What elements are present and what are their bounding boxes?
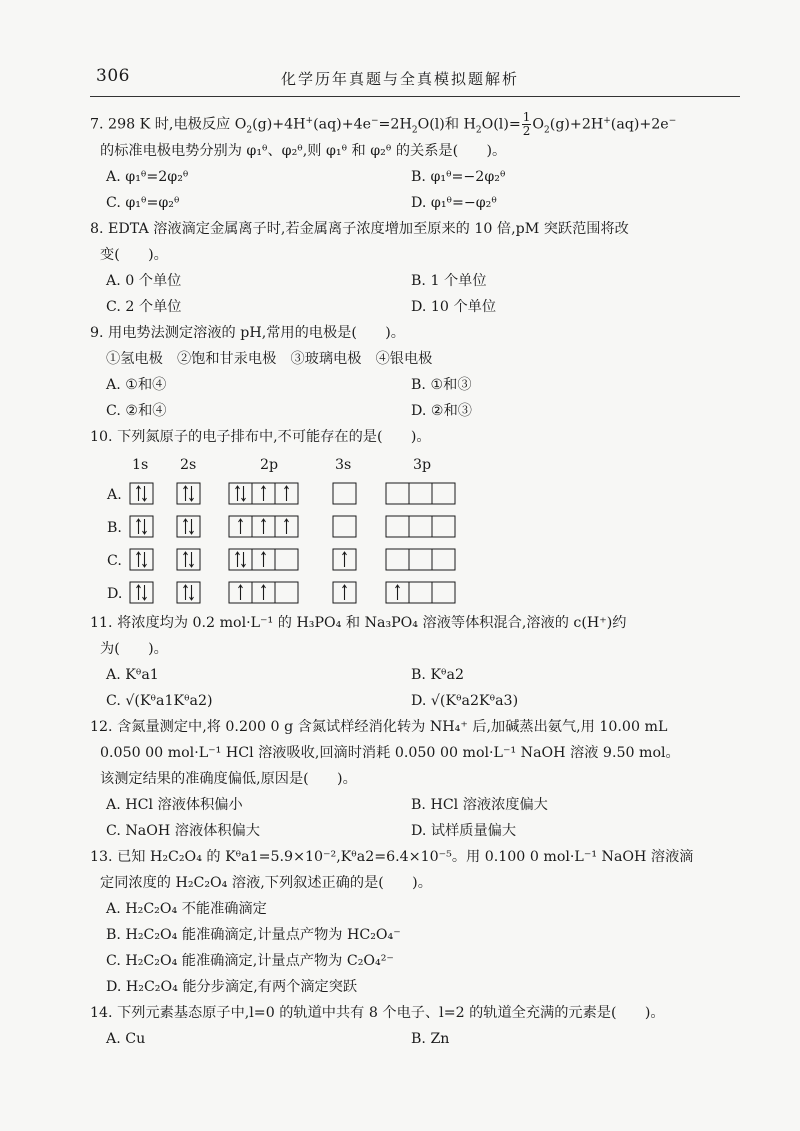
orbital-box-3s — [333, 483, 356, 504]
orbital-boxes — [90, 478, 470, 511]
spin-up-arrow — [137, 552, 141, 567]
option-a[interactable]: A. 0 个单位 — [106, 273, 182, 289]
orbital-headers — [90, 452, 740, 478]
question-14-options — [90, 1026, 740, 1052]
question-10 — [90, 424, 740, 610]
orbital-box-3p-3 — [432, 582, 455, 603]
option-b[interactable]: B. ①和③ — [411, 377, 472, 393]
question-13-options — [90, 896, 740, 1000]
orbital-box-2s — [177, 582, 200, 603]
spin-down-arrow — [190, 552, 194, 567]
spin-down-arrow — [143, 552, 147, 567]
option-b[interactable]: B. Zn — [411, 1031, 450, 1047]
spin-down-arrow — [143, 585, 147, 600]
option-d[interactable]: D. ②和③ — [411, 403, 472, 419]
question-13 — [90, 844, 740, 1000]
orbital-row-label[interactable]: C. — [107, 553, 122, 569]
option-b[interactable]: B. Kᶿa2 — [411, 667, 464, 683]
orbital-box-3p-3 — [432, 549, 455, 570]
option-a[interactable]: A. HCl 溶液体积偏小 — [106, 797, 243, 813]
question-12-stem-cont-2: 该测定结果的准确度偏低,原因是( )。 — [100, 771, 357, 787]
orbital-header-3p: 3p — [413, 457, 432, 473]
page-number: 306 — [96, 66, 130, 86]
spin-up-arrow — [239, 585, 243, 600]
option-a[interactable]: A. Cu — [106, 1031, 146, 1047]
orbital-box-1s — [130, 582, 153, 603]
question-14 — [90, 1000, 740, 1052]
spin-up-arrow — [236, 486, 240, 501]
option-a[interactable]: A. φ₁ᶿ=2φ₂ᶿ — [106, 169, 189, 185]
orbital-row-label[interactable]: A. — [107, 487, 122, 503]
orbital-box-3p-2 — [409, 582, 432, 603]
question-7-stem-cont: 的标准电极电势分别为 φ₁ᶿ、φ₂ᶿ,则 φ₁ᶿ 和 φ₂ᶿ 的关系是( )。 — [100, 143, 507, 159]
orbital-box-2p-1 — [229, 549, 252, 570]
option-c[interactable]: C. √(Kᶿa1Kᶿa2) — [106, 693, 213, 709]
question-8-stem-cont: 变( )。 — [100, 247, 168, 263]
question-7-options — [90, 164, 740, 216]
question-list — [90, 111, 740, 1052]
option-b[interactable]: B. HCl 溶液浓度偏大 — [411, 797, 548, 813]
spin-up-arrow — [137, 486, 141, 501]
question-7-stem: 7. 298 K 时,电极反应 $O_2(g)+4H^+(aq)+4e^-=2H_2O(l)$和 $H_2O(l)=$ $\frac{1}{2}$ $O_2(g)+2H^+(aq)+2e^-$ — [90, 110, 677, 138]
orbital-row-c — [90, 544, 740, 577]
question-9-electrode-list: ①氢电极 ②饱和甘汞电极 ③玻璃电极 ④银电极 — [106, 351, 433, 367]
question-12-stem: 12. 含氮量测定中,将 0.200 0 g 含氮试样经消化转为 NH₄⁺ 后,加碱蒸出氨气,用 10.00 mL — [90, 719, 668, 735]
orbital-row-b — [90, 511, 740, 544]
question-13-stem-cont: 定同浓度的 H₂C₂O₄ 溶液,下列叙述正确的是( )。 — [100, 875, 432, 891]
question-11-stem-cont: 为( )。 — [100, 641, 168, 657]
option-c[interactable]: C. H₂C₂O₄ 能准确滴定,计量点产物为 C₂O₄²⁻ — [106, 953, 394, 969]
option-d[interactable]: D. φ₁ᶿ=−φ₂ᶿ — [411, 195, 497, 211]
spin-up-arrow — [184, 552, 188, 567]
orbital-box-2s — [177, 549, 200, 570]
option-b[interactable]: B. φ₁ᶿ=−2φ₂ᶿ — [411, 169, 506, 185]
spin-up-arrow — [184, 519, 188, 534]
spin-up-arrow — [137, 585, 141, 600]
spin-up-arrow — [343, 552, 347, 567]
option-d[interactable]: D. H₂C₂O₄ 能分步滴定,有两个滴定突跃 — [106, 979, 358, 995]
spin-up-arrow — [236, 552, 240, 567]
orbital-row-label[interactable]: D. — [107, 586, 123, 602]
option-c[interactable]: C. 2 个单位 — [106, 299, 182, 315]
question-11-stem: 11. 将浓度均为 0.2 mol·L⁻¹ 的 H₃PO₄ 和 Na₃PO₄ 溶液等体积混合,溶液的 c(H⁺)约 — [90, 615, 627, 631]
question-8-options — [90, 268, 740, 320]
spin-up-arrow — [239, 519, 243, 534]
spin-up-arrow — [184, 585, 188, 600]
spin-up-arrow — [262, 552, 266, 567]
spin-up-arrow — [285, 519, 289, 534]
orbital-box-3p-2 — [409, 516, 432, 537]
orbital-box-3p-1 — [386, 516, 409, 537]
book-title: 化学历年真题与全真模拟题解析 — [280, 70, 519, 88]
option-a[interactable]: A. Kᶿa1 — [106, 667, 159, 683]
orbital-header-2p: 2p — [260, 457, 279, 473]
orbital-box-2s — [177, 516, 200, 537]
option-d[interactable]: D. √(Kᶿa2Kᶿa3) — [411, 693, 519, 709]
question-10-stem: 10. 下列氮原子的电子排布中,不可能存在的是( )。 — [90, 429, 431, 445]
header-divider — [90, 96, 740, 97]
question-9 — [90, 320, 740, 424]
option-c[interactable]: C. ②和④ — [106, 403, 167, 419]
question-12-options — [90, 792, 740, 844]
spin-down-arrow — [190, 486, 194, 501]
option-d[interactable]: D. 试样质量偏大 — [411, 823, 517, 839]
orbital-row-a — [90, 478, 740, 511]
spin-down-arrow — [242, 486, 246, 501]
spin-up-arrow — [343, 585, 347, 600]
orbital-row-label[interactable]: B. — [107, 520, 122, 536]
orbital-box-3p-3 — [432, 516, 455, 537]
orbital-box-2p-3 — [275, 582, 298, 603]
orbital-row-d — [90, 577, 740, 610]
orbital-box-2p-1 — [229, 483, 252, 504]
question-9-options — [90, 372, 740, 424]
orbital-header-3s: 3s — [335, 457, 352, 473]
question-13-stem: 13. 已知 H₂C₂O₄ 的 Kᶿa1=5.9×10⁻²,Kᶿa2=6.4×10⁻⁵。用 0.100 0 mol·L⁻¹ NaOH 溶液滴 — [90, 849, 694, 865]
orbital-box-3p-1 — [386, 549, 409, 570]
spin-up-arrow — [262, 486, 266, 501]
orbital-box-3p-1 — [386, 483, 409, 504]
orbital-box-1s — [130, 516, 153, 537]
spin-up-arrow — [262, 519, 266, 534]
question-9-stem: 9. 用电势法测定溶液的 pH,常用的电极是( )。 — [90, 325, 405, 341]
orbital-box-3s — [333, 516, 356, 537]
orbital-box-3p-3 — [432, 483, 455, 504]
spin-up-arrow — [262, 585, 266, 600]
option-a[interactable]: A. ①和④ — [106, 377, 167, 393]
fraction-one-half: $\frac{1}{2}$ — [522, 110, 531, 138]
orbital-box-3p-2 — [409, 483, 432, 504]
spin-down-arrow — [242, 552, 246, 567]
orbital-header-1s: 1s — [132, 457, 149, 473]
question-11 — [90, 610, 740, 714]
question-8 — [90, 216, 740, 320]
orbital-header-2s: 2s — [180, 457, 197, 473]
orbital-boxes — [90, 577, 470, 610]
orbital-boxes — [90, 511, 470, 544]
orbital-box-3p-2 — [409, 549, 432, 570]
orbital-box-1s — [130, 483, 153, 504]
orbital-diagram-rows — [90, 478, 740, 610]
spin-down-arrow — [143, 519, 147, 534]
question-12-stem-cont-1: 0.050 00 mol·L⁻¹ HCl 溶液吸收,回滴时消耗 0.050 00 mol·L⁻¹ NaOH 溶液 9.50 mol。 — [100, 745, 680, 761]
orbital-box-1s — [130, 549, 153, 570]
option-a[interactable]: A. H₂C₂O₄ 不能准确滴定 — [106, 901, 267, 917]
option-c[interactable]: C. φ₁ᶿ=φ₂ᶿ — [106, 195, 180, 211]
option-b[interactable]: B. 1 个单位 — [411, 273, 487, 289]
spin-down-arrow — [190, 585, 194, 600]
orbital-box-2s — [177, 483, 200, 504]
option-b[interactable]: B. H₂C₂O₄ 能准确滴定,计量点产物为 HC₂O₄⁻ — [106, 927, 401, 943]
question-8-stem: 8. EDTA 溶液滴定金属离子时,若金属离子浓度增加至原来的 10 倍,pM 突跃范围将改 — [90, 221, 629, 237]
spin-down-arrow — [143, 486, 147, 501]
question-14-stem: 14. 下列元素基态原子中,l=0 的轨道中共有 8 个电子、l=2 的轨道全充满的元素是( )。 — [90, 1005, 665, 1021]
spin-up-arrow — [184, 486, 188, 501]
option-d[interactable]: D. 10 个单位 — [411, 299, 497, 315]
question-11-options — [90, 662, 740, 714]
spin-up-arrow — [396, 585, 400, 600]
option-c[interactable]: C. NaOH 溶液体积偏大 — [106, 823, 260, 839]
question-7 — [90, 111, 740, 216]
question-12 — [90, 714, 740, 844]
orbital-box-2p-3 — [275, 549, 298, 570]
spin-down-arrow — [190, 519, 194, 534]
orbital-boxes — [90, 544, 470, 577]
spin-up-arrow — [137, 519, 141, 534]
spin-up-arrow — [285, 486, 289, 501]
